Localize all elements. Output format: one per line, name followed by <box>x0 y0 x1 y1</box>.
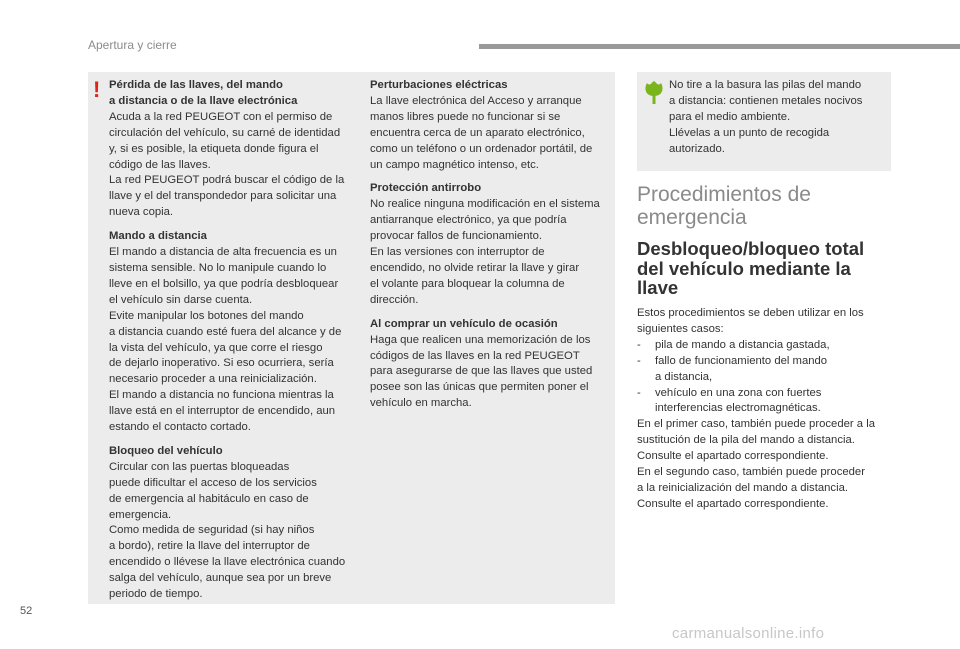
emergency-procedure-text: Estos procedimientos se deben utilizar en los siguientes casos: - pila de mando a distancia gastada, - fallo de funcionamiento del mando a distancia, - vehículo en una zona con fuertes interferencias electromagnéticas. En el primer caso, también puede proceder a la sustitución de la pila del mando a distancia. Consulte el apartado correspondiente. En el segundo caso, también puede proceder a la reinicialización del mando a distancia. Consulte el apartado correspondiente. <box>637 306 897 513</box>
section-header-title: Apertura y cierre <box>88 38 177 52</box>
eco-note: No tire a la basura las pilas del mando a distancia: contienen metales nocivos para el medio ambiente. Llévelas a un punto de recogida autorizado. <box>669 79 863 155</box>
electrical-disturbances-block: Perturbaciones eléctricas La llave electrónica del Acceso y arranque manos libres puede no funcionar si se encuentra cerca de un aparato electrónico, como un teléfono o un ordenador portátil, de un campo magnético intenso, etc. <box>370 78 610 173</box>
anti-theft-block: Protección antirrobo No realice ninguna modificación en el sistema antiarranque electrónico, ya que podría provocar fallos de funcionamiento. En las versiones con interruptor de encendido, no olvide retirar la llave y girar el volante para bloquear la columna de dirección. <box>370 181 610 308</box>
list-item: - pila de mando a distancia gastada, <box>637 338 830 351</box>
key-loss-heading: Pérdida de las llaves, del mando a distancia o de la llave electrónica <box>109 79 298 107</box>
anti-theft-heading: Protección antirrobo <box>370 182 482 195</box>
list-item: - vehículo en una zona con fuertes <box>637 386 822 399</box>
vehicle-lock-heading: Bloqueo del vehículo <box>109 444 223 457</box>
vehicle-lock-block: Bloqueo del vehículo Circular con las puertas bloqueadas puede dificultar el acceso de los servicios de emergencia al habitáculo en caso de emergencia. Como medida de seguridad (si hay niños a bordo), retire la llave del interruptor de encendido o llévese la llave electrónica cuando salga del vehículo, aunque sea por un breve periodo de tiempo. <box>109 444 359 603</box>
subsection-title: Desbloqueo/bloqueo total del vehículo mediante la llave <box>637 238 865 298</box>
electrical-disturbances-heading: Perturbaciones eléctricas <box>370 79 508 91</box>
remote-control-block: Mando a distancia El mando a distancia de alta frecuencia es un sistema sensible. No lo manipule cuando lo lleve en el bolsillo, ya que podría desbloquear el vehículo sin darse cuenta. Evite manipular los botones del mando a distancia cuando esté fuera del alcance y de la vista del vehículo, ya que corre el riesgo de dejarlo inoperativo. Si eso ocurriera, sería necesario proceder a una reinicialización. El mando a distancia no funciona mientras la llave está en el interruptor de encendido, aun estando el contacto cortado. <box>109 229 359 436</box>
middle-column <box>370 78 610 420</box>
used-vehicle-block: Al comprar un vehículo de ocasión Haga que realicen una memorización de los códigos de las llaves en la red PEUGEOT para asegurarse de que las llaves que usted posee son las únicas que permiten poner el vehículo en marcha. <box>370 317 610 412</box>
remote-control-heading: Mando a distancia <box>109 230 207 243</box>
used-vehicle-heading: Al comprar un vehículo de ocasión <box>370 317 558 330</box>
list-item: - fallo de funcionamiento del mando <box>637 354 828 367</box>
header-bar <box>479 44 960 49</box>
watermark: carmanualsonline.info <box>672 625 825 642</box>
key-loss-block: Pérdida de las llaves, del mando a distancia o de la llave electrónica Acuda a la red PEUGEOT con el permiso de circulación del vehículo, su carné de identidad y, si es posible, la etiqueta donde figura el código de las llaves. La red PEUGEOT podrá buscar el código de la llave y el del transpondedor para solicitar una nueva copia. <box>109 78 359 221</box>
exclamation-icon: ! <box>93 77 101 102</box>
leaf-icon <box>643 80 665 106</box>
left-column <box>109 78 359 611</box>
section-title: Procedimientos de emergencia <box>637 183 811 229</box>
page-number: 52 <box>20 605 33 617</box>
